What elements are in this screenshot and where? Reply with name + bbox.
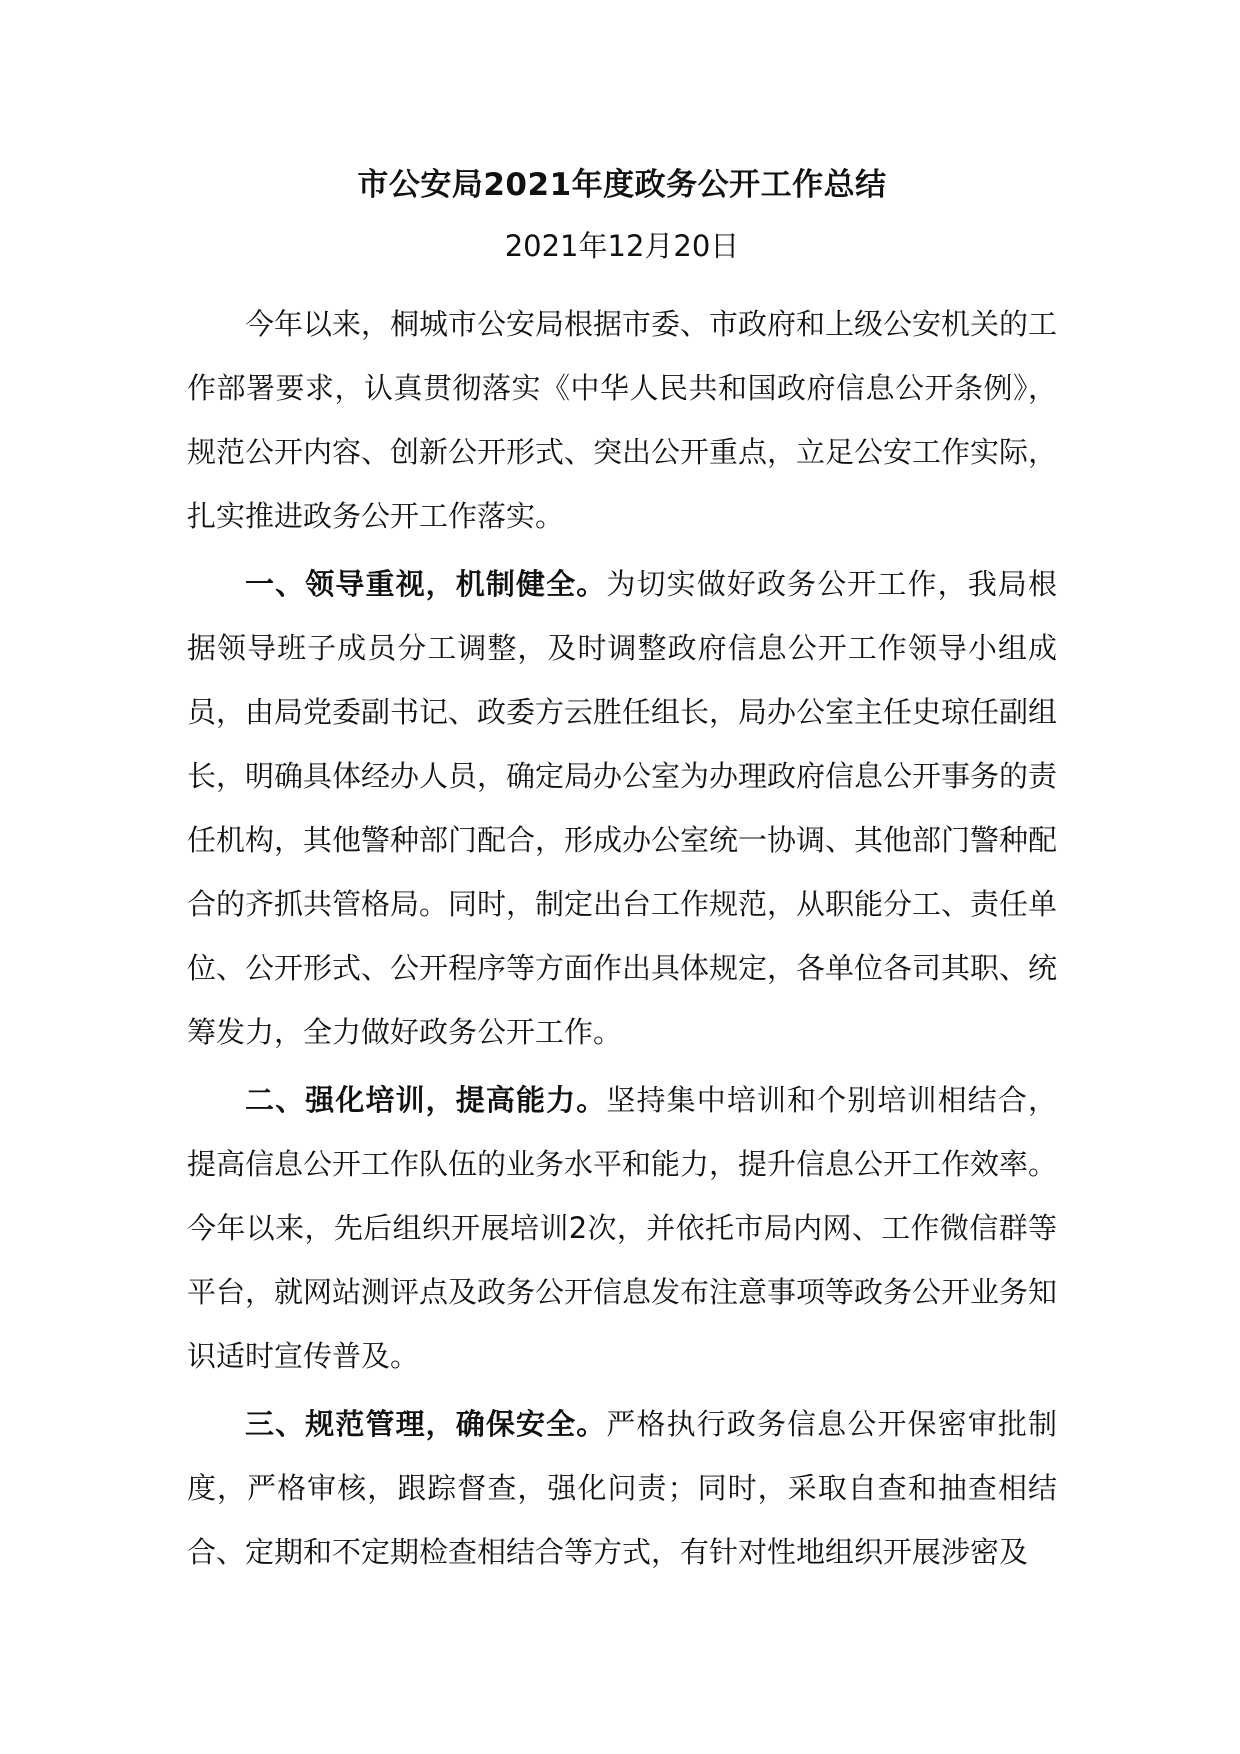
section-2-body: 坚持集中培训和个别培训相结合，提高信息公开工作队伍的业务水平和能力，提升信息公开工作效率。今年以来，先后组织开展培训2次，并依托市局内网、工作微信群等平台，就网站测评点及政务公开信息发布注意事项等政务公开业务知识适时宣传普及。 <box>187 1083 1058 1373</box>
section-1-body: 为切实做好政务公开工作，我局根据领导班子成员分工调整，及时调整政府信息公开工作领导小组成员，由局党委副书记、政委方云胜任组长，局办公室主任史琼任副组长，明确具体经办人员，确定局办公室为办理政府信息公开事务的责任机构，其他警种部门配合，形成办公室统一协调、其他部门警种配合的齐抓共管格局。同时，制定出台工作规范，从职能分工、责任单位、公开形式、公开程序等方面作出具体规定，各单位各司其职、统筹发力，全力做好政务公开工作。 <box>187 567 1058 1049</box>
section-2-paragraph <box>187 1068 1057 1388</box>
section-3-body: 严格执行政务信息公开保密审批制度，严格审核，跟踪督查，强化问责；同时，采取自查和抽查相结合、定期和不定期检查相结合等方式，有针对性地组织开展涉密及 <box>187 1407 1057 1569</box>
intro-paragraph: 今年以来，桐城市公安局根据市委、市政府和上级公安机关的工作部署要求，认真贯彻落实《中华人民共和国政府信息公开条例》，规范公开内容、创新公开形式、突出公开重点，立足公安工作实际，扎实推进政务公开工作落实。 <box>187 307 1058 533</box>
section-3-paragraph <box>187 1392 1057 1584</box>
section-1-paragraph <box>187 552 1057 1064</box>
section-2-heading: 二、强化培训，提高能力。 <box>245 1083 607 1117</box>
document-date: 2021年12月20日 <box>504 229 740 263</box>
section-3-heading: 三、规范管理，确保安全。 <box>245 1407 607 1441</box>
section-1-heading: 一、领导重视，机制健全。 <box>245 567 607 601</box>
document-title: 市公安局2021年度政务公开工作总结 <box>357 167 887 203</box>
document-page <box>187 167 1058 1584</box>
